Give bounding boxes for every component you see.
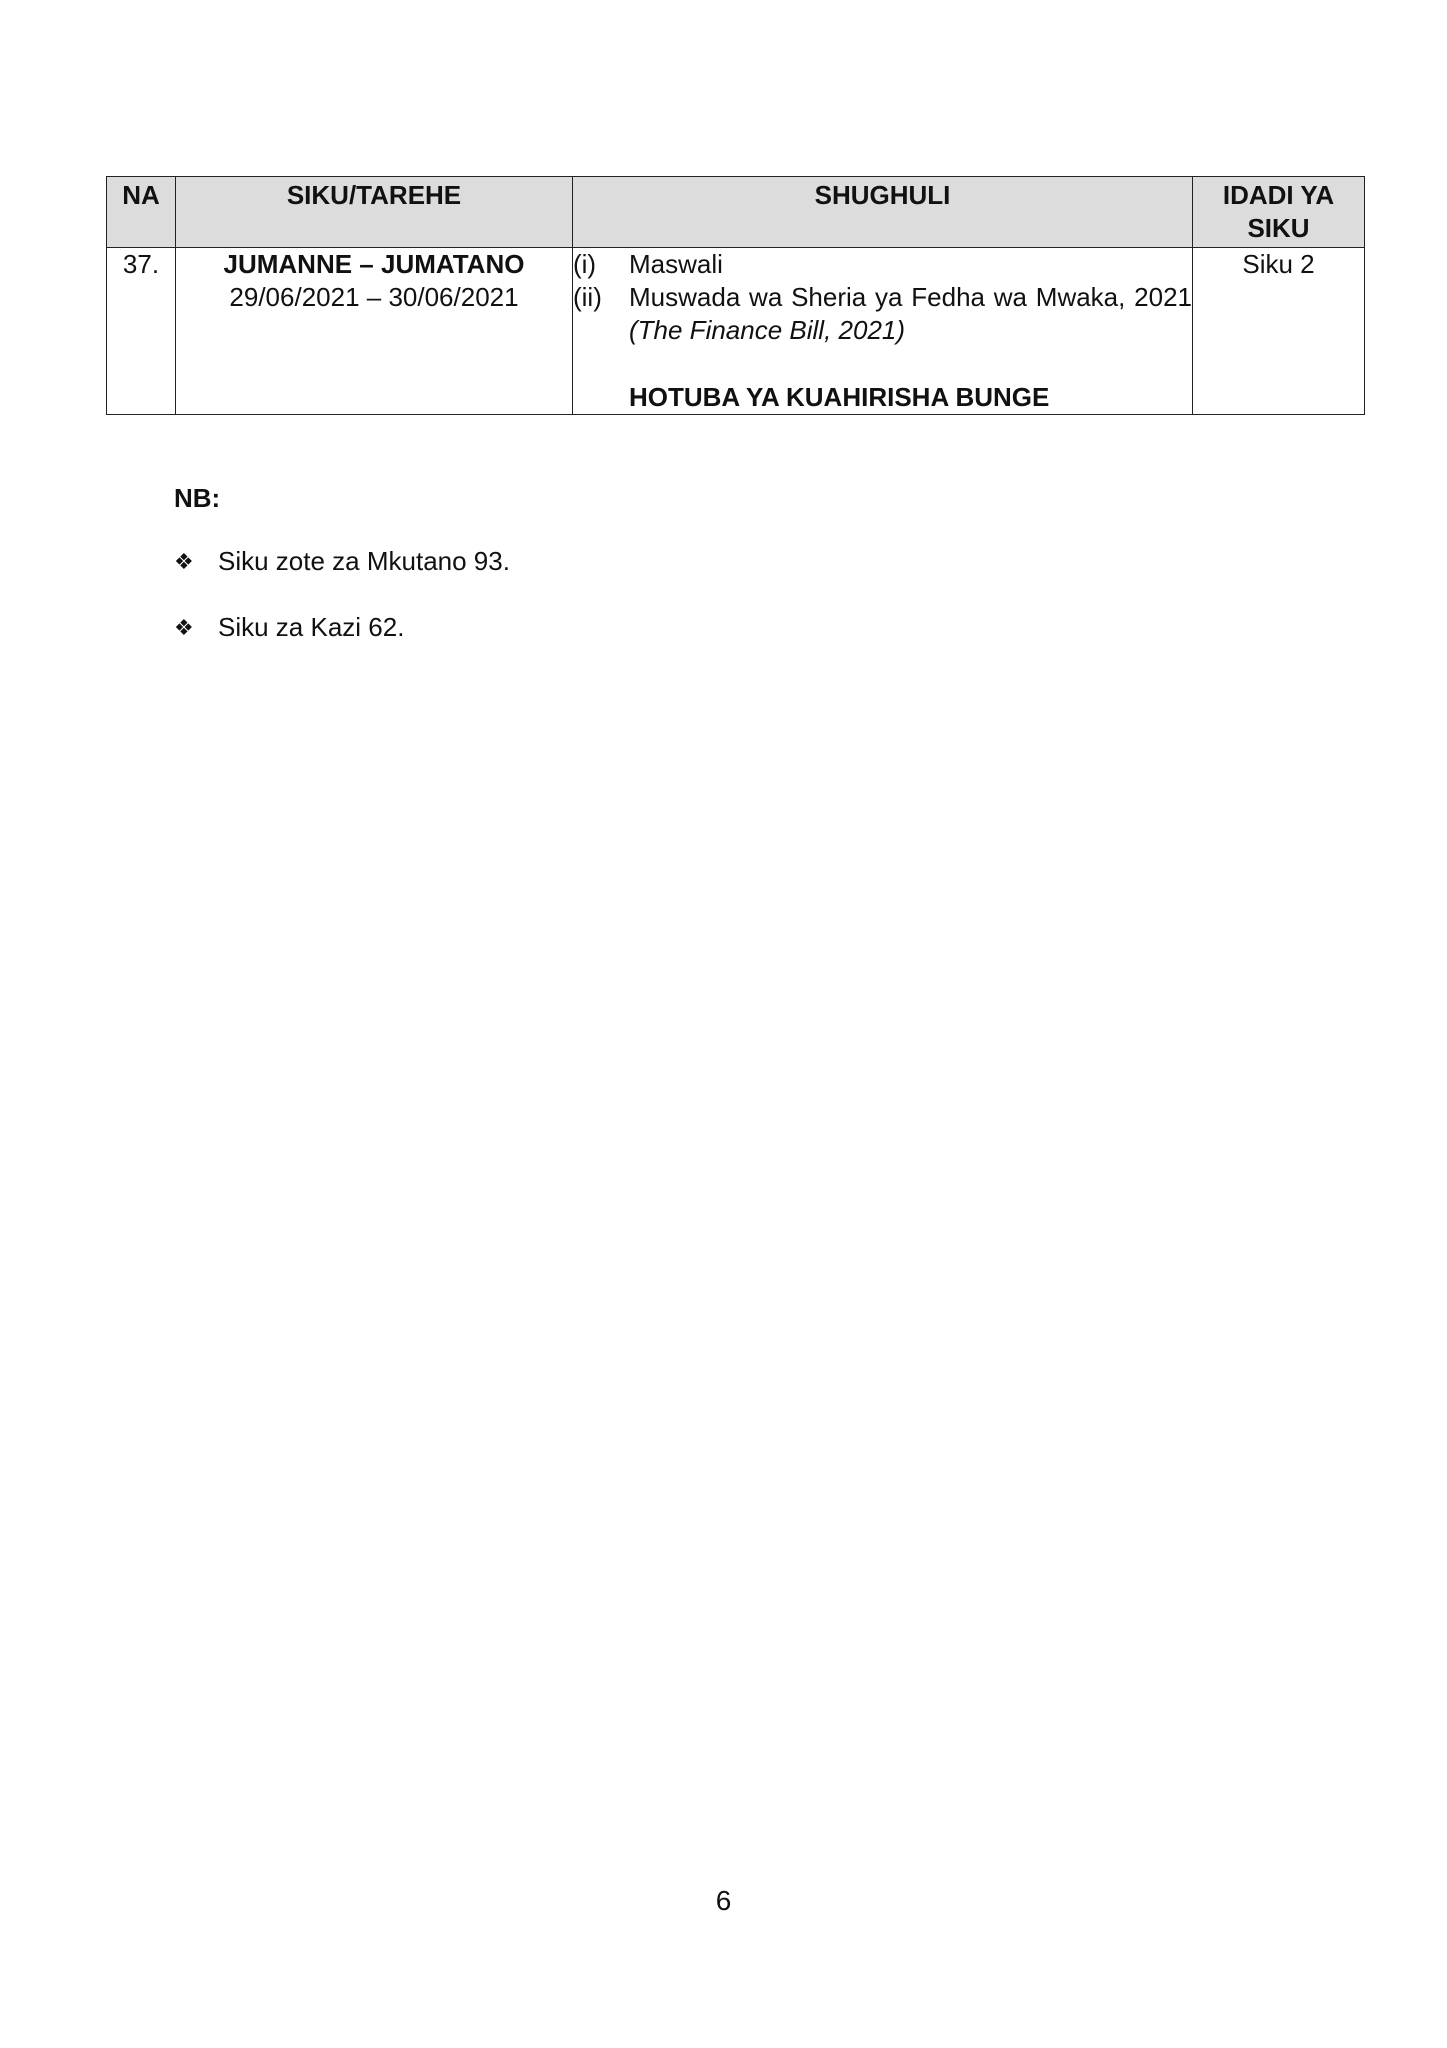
activity-italic-note: (The Finance Bill, 2021) — [629, 315, 906, 345]
row-activities-cell — [573, 248, 1193, 415]
page-number: 6 — [715, 1885, 732, 1916]
closing-speech-label: HOTUBA YA KUAHIRISHA BUNGE — [629, 382, 1050, 412]
notes-title: NB: — [174, 483, 221, 513]
notes-bullet — [174, 545, 510, 578]
row-number: 37. — [107, 248, 176, 415]
header-siku-tarehe: SIKU/TAREHE — [176, 177, 573, 248]
notes-bullet — [174, 611, 510, 644]
notes-section — [174, 482, 510, 677]
schedule-table — [106, 176, 1365, 415]
header-idadi-line2: SIKU — [1247, 213, 1310, 243]
diamond-bullet-icon: ❖ — [174, 549, 194, 574]
activity-item — [573, 248, 1192, 281]
activity-number: (ii) — [573, 282, 602, 312]
activity-text-wrapper — [629, 281, 1192, 347]
row-dates: 29/06/2021 – 30/06/2021 — [229, 282, 519, 312]
table-row — [107, 248, 1365, 415]
row-days: JUMANNE – JUMATANO — [223, 249, 525, 279]
notes-bullet-text: Siku zote za Mkutano 93. — [218, 546, 510, 576]
activity-text: Maswali — [629, 249, 723, 279]
activity-number: (i) — [573, 249, 597, 279]
header-na: NA — [107, 177, 176, 248]
activity-item — [573, 281, 1192, 347]
diamond-bullet-icon: ❖ — [174, 615, 194, 640]
header-idadi-line1: IDADI YA — [1222, 180, 1335, 210]
table-header-row — [107, 177, 1365, 248]
header-idadi-ya-siku — [1193, 177, 1365, 248]
row-date-cell — [176, 248, 573, 415]
activity-text: Muswada wa Sheria ya Fedha wa Mwaka, 2021 — [629, 282, 1192, 312]
row-day-count: Siku 2 — [1193, 248, 1365, 415]
header-shughuli: SHUGHULI — [573, 177, 1193, 248]
notes-bullet-text: Siku za Kazi 62. — [218, 612, 405, 642]
